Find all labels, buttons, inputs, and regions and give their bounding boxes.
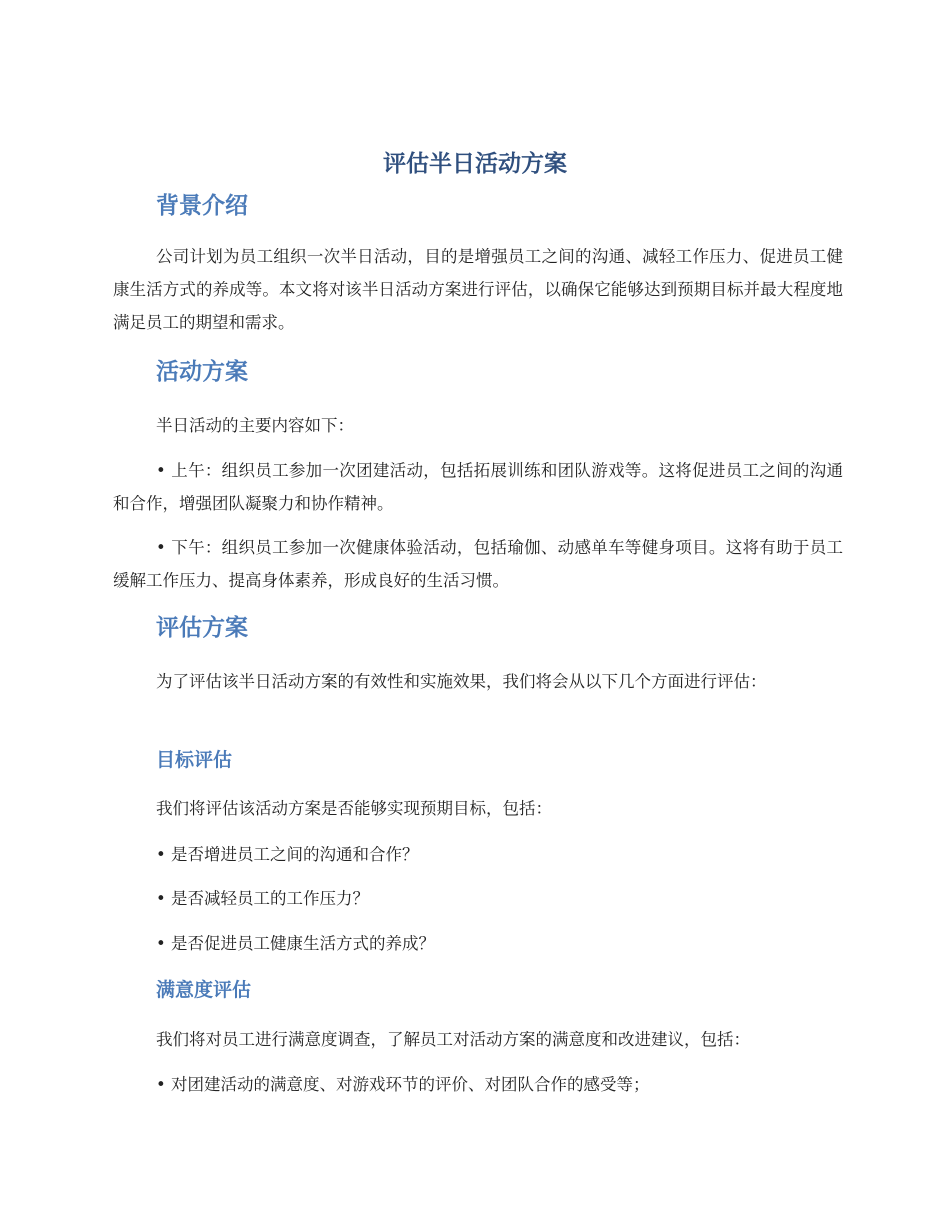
goal-item-3: • 是否促进员工健康生活方式的养成？ [156, 934, 435, 953]
paragraph-plan-afternoon: • 下午：组织员工参加一次健康体验活动，包括瑜伽、动感单车等健身项目。这将有助于员工缓解工作压力、提高身体素养，形成良好的生活习惯。 [113, 538, 843, 590]
paragraph-evaluation-intro: 为了评估该半日活动方案的有效性和实施效果，我们将会从以下几个方面进行评估： [156, 672, 767, 691]
goal-item-2: • 是否减轻员工的工作压力？ [156, 889, 369, 908]
heading-satisfaction-evaluation: 满意度评估 [156, 979, 252, 1001]
satisfaction-item-1: • 对团建活动的满意度、对游戏环节的评价、对团队合作的感受等； [156, 1075, 650, 1094]
heading-goal-evaluation: 目标评估 [156, 749, 233, 771]
heading-plan: 活动方案 [156, 359, 248, 385]
document-title: 评估半日活动方案 [383, 151, 567, 177]
paragraph-goal-intro: 我们将评估该活动方案是否能够实现预期目标，包括： [156, 799, 552, 818]
heading-background: 背景介绍 [156, 193, 248, 219]
paragraph-background: 公司计划为员工组织一次半日活动，目的是增强员工之间的沟通、减轻工作压力、促进员工健康生活方式的养成等。本文将对该半日活动方案进行评估，以确保它能够达到预期目标并最大程度地满足员工的期望和需求。 [113, 247, 843, 332]
goal-item-1: • 是否增进员工之间的沟通和合作？ [156, 845, 419, 864]
heading-evaluation: 评估方案 [156, 615, 248, 641]
paragraph-plan-intro: 半日活动的主要内容如下： [156, 416, 354, 435]
paragraph-satisfaction-intro: 我们将对员工进行满意度调查，了解员工对活动方案的满意度和改进建议，包括： [156, 1030, 750, 1049]
paragraph-plan-morning: • 上午：组织员工参加一次团建活动，包括拓展训练和团队游戏等。这将促进员工之间的沟通和合作，增强团队凝聚力和协作精神。 [113, 461, 843, 513]
